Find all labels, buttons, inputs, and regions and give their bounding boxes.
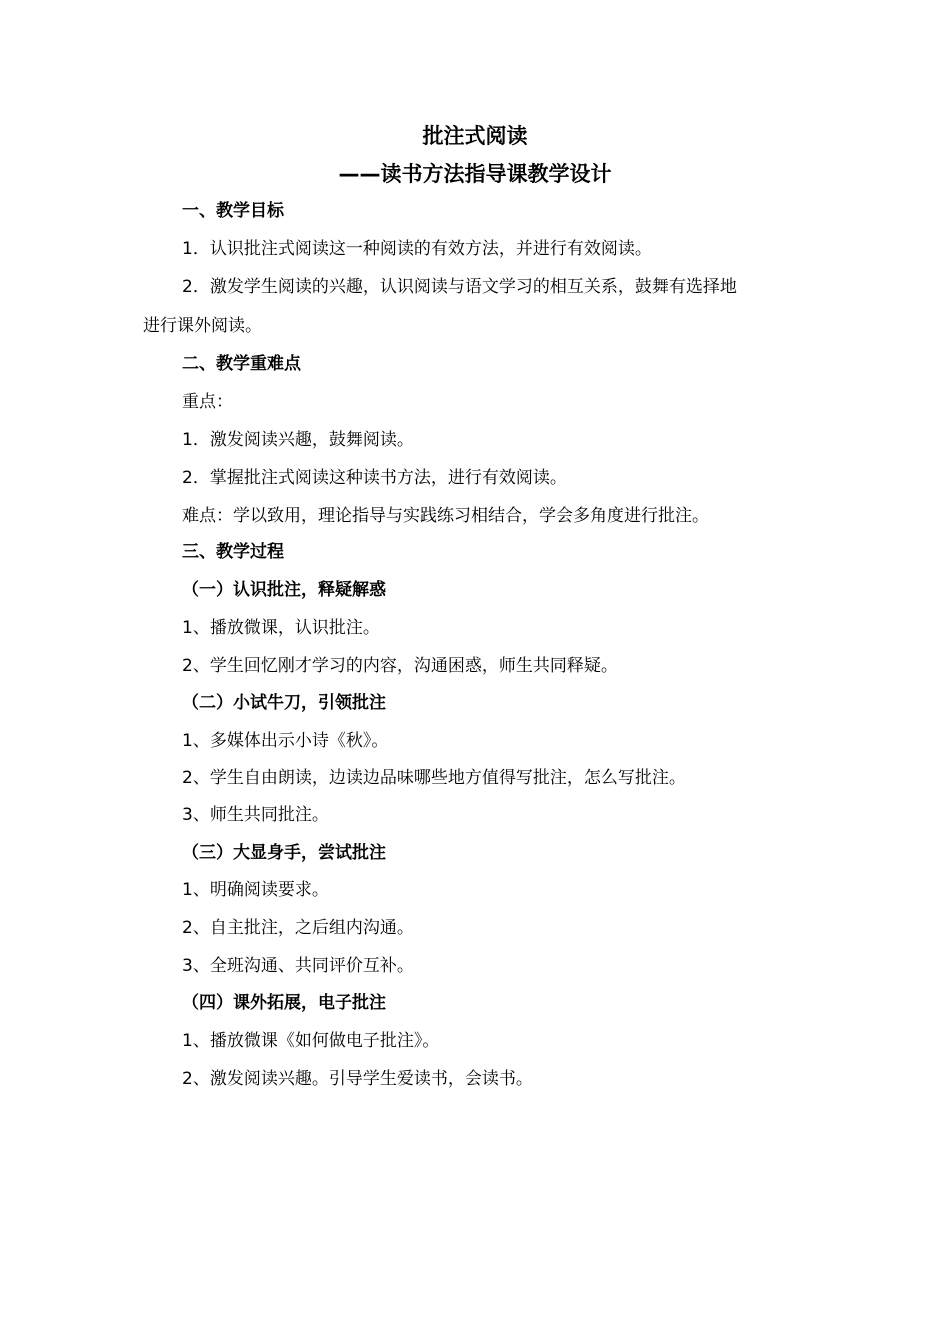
process-item: 1、播放微课《如何做电子批注》。	[182, 1031, 440, 1051]
process-item: 2、学生自由朗读，边读边品味哪些地方值得写批注，怎么写批注。	[182, 768, 686, 788]
process-part-heading: （三）大显身手，尝试批注	[182, 843, 386, 863]
process-item: 1、明确阅读要求。	[182, 880, 329, 900]
process-part-heading: （四）课外拓展，电子批注	[182, 993, 386, 1013]
goal-item: 2．激发学生阅读的兴趣，认识阅读与语文学习的相互关系，鼓舞有选择地	[182, 277, 737, 297]
process-item: 2、学生回忆刚才学习的内容，沟通困惑，师生共同释疑。	[182, 656, 618, 676]
process-item: 3、全班沟通、共同评价互补。	[182, 956, 414, 976]
process-item: 1、播放微课，认识批注。	[182, 618, 380, 638]
goal-item: 1．认识批注式阅读这一种阅读的有效方法，并进行有效阅读。	[182, 239, 652, 259]
focus-item: 2．掌握批注式阅读这种读书方法，进行有效阅读。	[182, 468, 567, 488]
focus-item: 1．激发阅读兴趣，鼓舞阅读。	[182, 430, 414, 450]
section-heading-key-points: 二、教学重难点	[182, 354, 301, 374]
focus-label: 重点：	[182, 392, 233, 412]
process-item: 2、自主批注，之后组内沟通。	[182, 918, 414, 938]
process-item: 1、多媒体出示小诗《秋》。	[182, 731, 389, 751]
section-heading-goals: 一、教学目标	[182, 201, 284, 221]
document-subtitle: ——读书方法指导课教学设计	[338, 162, 612, 186]
process-part-heading: （二）小试牛刀，引领批注	[182, 693, 386, 713]
process-item: 3、师生共同批注。	[182, 805, 329, 825]
section-heading-process: 三、教学过程	[182, 542, 284, 562]
goal-item-continuation: 进行课外阅读。	[143, 316, 262, 336]
process-part-heading: （一）认识批注，释疑解惑	[182, 580, 386, 600]
difficulty-text: 难点：学以致用，理论指导与实践练习相结合，学会多角度进行批注。	[182, 506, 709, 526]
process-item: 2、激发阅读兴趣。引导学生爱读书，会读书。	[182, 1069, 533, 1089]
document-title: 批注式阅读	[422, 124, 528, 148]
